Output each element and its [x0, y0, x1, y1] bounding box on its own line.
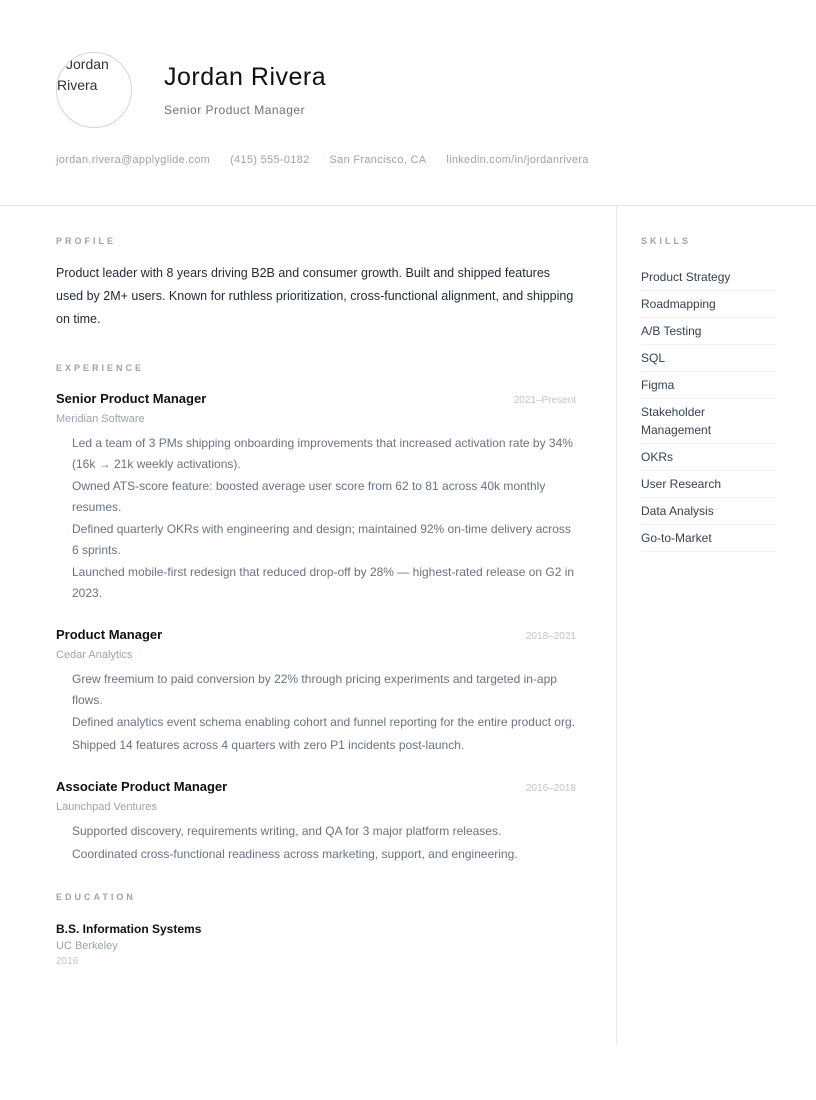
job-dates: 2021–Present: [513, 395, 576, 406]
main-column: [56, 206, 576, 967]
skill-item: Product Strategy: [641, 264, 776, 291]
job-entry: [56, 391, 576, 603]
skill-item: Go-to-Market: [641, 525, 776, 552]
education-school: UC Berkeley: [56, 940, 118, 952]
skills-list: [641, 264, 776, 552]
candidate-title: Senior Product Manager: [164, 103, 306, 117]
resume-header: [0, 0, 816, 206]
job-bullets: [56, 433, 576, 603]
avatar-alt-text: Rivera: [57, 77, 98, 93]
job-bullet: Grew freemium to paid conversion by 22% through pricing experiments and targeted in-app flows.: [72, 672, 557, 707]
skill-item: OKRs: [641, 444, 776, 471]
section-heading-skills: SKILLS: [641, 236, 692, 246]
education-year: 2016: [56, 956, 79, 967]
skill-item: SQL: [641, 345, 776, 372]
job-bullets: [56, 669, 576, 755]
job-company: Meridian Software: [56, 413, 145, 425]
job-company: Launchpad Ventures: [56, 801, 157, 813]
avatar: [56, 52, 132, 128]
education-degree: B.S. Information Systems: [56, 922, 202, 936]
contact-linkedin[interactable]: linkedin.com/in/jordanrivera: [446, 154, 589, 166]
section-heading-experience: EXPERIENCE: [56, 363, 145, 373]
section-heading-profile: PROFILE: [56, 236, 117, 246]
job-entry: [56, 779, 576, 864]
sidebar: [616, 206, 816, 1044]
contact-email[interactable]: jordan.rivera@applyglide.com: [56, 154, 211, 166]
job-title: Senior Product Manager: [56, 391, 207, 406]
job-dates: 2018–2021: [525, 631, 576, 642]
job-header: [56, 779, 576, 794]
job-title: Associate Product Manager: [56, 779, 228, 794]
job-bullet: Defined quarterly OKRs with engineering and design; maintained 92% on-time delivery across 6 sprints.: [72, 522, 571, 557]
job-dates: 2016–2018: [525, 783, 576, 794]
job-header: [56, 391, 576, 406]
profile-summary: Product leader with 8 years driving B2B and consumer growth. Built and shipped features used by 2M+ users. Known for ruthless prioritization, cross-functional alignment, and shipping on time.: [56, 266, 574, 326]
skill-item: Roadmapping: [641, 291, 776, 318]
job-bullets: [56, 821, 576, 864]
job-bullet: Supported discovery, requirements writing, and QA for 3 major platform releases.: [72, 824, 502, 838]
job-bullet: Coordinated cross-functional readiness across marketing, support, and engineering.: [72, 846, 518, 861]
job-title: Product Manager: [56, 627, 163, 642]
skill-item: Data Analysis: [641, 498, 776, 525]
job-bullet: Led a team of 3 PMs shipping onboarding improvements that increased activation rate by 34% (16k → 21k weekly activations).: [72, 436, 573, 471]
candidate-name: Jordan Rivera: [164, 63, 327, 91]
job-bullet: Launched mobile-first redesign that reduced drop-off by 28% — highest-rated release on G2 in 2023.: [72, 565, 575, 600]
skill-item: Figma: [641, 372, 776, 399]
job-bullet: Owned ATS-score feature: boosted average user score from 62 to 81 across 40k monthly resumes.: [72, 479, 546, 514]
job-entry: [56, 627, 576, 755]
job-bullet: Shipped 14 features across 4 quarters with zero P1 incidents post-launch.: [72, 737, 465, 752]
contact-location: San Francisco, CA: [329, 154, 427, 166]
section-heading-education: EDUCATION: [56, 892, 136, 902]
avatar-alt-text: Jordan: [66, 56, 109, 72]
contact-phone: (415) 555-0182: [230, 154, 310, 166]
skill-item: Stakeholder Management: [641, 399, 776, 444]
skill-item: User Research: [641, 471, 776, 498]
job-company: Cedar Analytics: [56, 649, 133, 661]
job-header: [56, 627, 576, 642]
job-bullet: Defined analytics event schema enabling cohort and funnel reporting for the entire product org.: [72, 715, 575, 729]
skill-item: A/B Testing: [641, 318, 776, 345]
contact-list: [56, 154, 589, 166]
